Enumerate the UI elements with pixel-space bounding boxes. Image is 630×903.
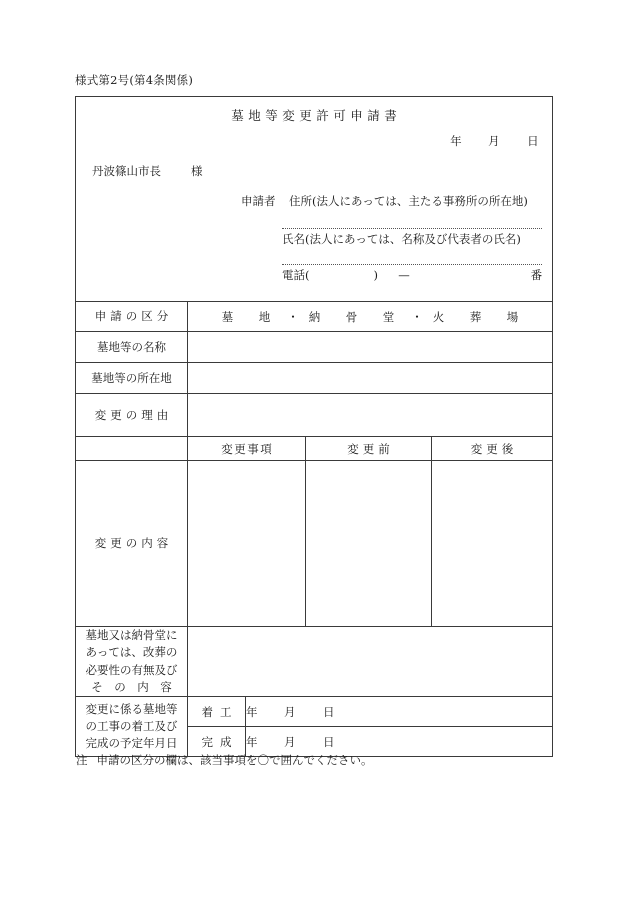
column-header-before-change: 変更前 [306, 437, 432, 461]
table-row-application-type [76, 302, 553, 332]
application-type-options [188, 302, 553, 332]
option-cemetery[interactable]: 墓 地 [221, 309, 278, 324]
label-facility-name: 墓地等の名称 [76, 332, 188, 363]
form-header-row [76, 97, 553, 302]
reburial-label-line-3: 必要性の有無及び [85, 662, 178, 677]
table-row-change-reason [76, 394, 553, 437]
footer-note-text: 申請の区分の欄は、該当事項を〇で囲んでください。 [96, 753, 373, 767]
addressee [92, 163, 203, 179]
start-year-label: 年 [246, 704, 258, 719]
applicant-address-row [241, 191, 542, 211]
start-day-label: 日 [323, 704, 335, 719]
label-facility-location: 墓地等の所在地 [76, 363, 188, 394]
field-facility-name[interactable] [188, 332, 553, 363]
label-schedule [76, 697, 188, 757]
table-row-schedule-start [76, 697, 553, 727]
label-application-type: 申請の区分 [76, 302, 188, 332]
table-row-reburial [76, 627, 553, 697]
option-separator-2: ・ [411, 309, 423, 324]
table-row-change-details [76, 461, 553, 627]
reburial-label-line-4: そ の 内 容 [91, 679, 172, 694]
addressee-honorific: 様 [191, 164, 203, 178]
reburial-label-line-1: 墓地又は納骨堂に [85, 628, 178, 642]
label-change-reason: 変更の理由 [76, 394, 188, 437]
field-change-item[interactable] [188, 461, 306, 627]
option-ossuary[interactable]: 納 骨 堂 [308, 309, 402, 324]
phone-dash: — [398, 268, 410, 282]
option-separator-1: ・ [287, 309, 299, 324]
start-month-label: 月 [284, 704, 296, 719]
column-header-change-item: 変更事項 [188, 437, 306, 461]
column-header-after-change: 変更後 [432, 437, 553, 461]
label-change-details-spacer [76, 437, 188, 461]
applicant-block [241, 191, 542, 283]
schedule-label-line-2: の工事の着工及び [85, 718, 178, 733]
date-month-label: 月 [488, 134, 501, 148]
completion-month-label: 月 [284, 734, 296, 749]
completion-year-label: 年 [246, 734, 258, 749]
application-form-table [75, 96, 553, 757]
applicant-name-label: 氏名(法人にあっては、名称及び代表者の氏名) [282, 232, 521, 246]
applicant-name-row [282, 229, 542, 247]
label-change-details: 変更の内容 [76, 461, 188, 627]
schedule-label-line-3: 完成の予定年月日 [85, 736, 178, 751]
field-reburial[interactable] [188, 627, 553, 697]
phone-prefix-label: 電話( [282, 268, 310, 282]
applicant-label: 申請者 [241, 194, 276, 208]
applicant-address-label: 住所(法人にあっては、主たる事務所の所在地) [289, 194, 528, 208]
reburial-label-line-2: あっては、改葬の [85, 645, 178, 660]
field-construction-start-date[interactable] [246, 697, 553, 727]
option-crematorium[interactable]: 火 葬 場 [432, 309, 526, 324]
addressee-name: 丹波篠山市長 [92, 164, 161, 178]
form-number: 様式第2号(第4条関係) [75, 73, 194, 87]
date-year-label: 年 [450, 134, 463, 148]
table-row-facility-location [76, 363, 553, 394]
footer-note [76, 752, 373, 768]
label-construction-start: 着工 [188, 697, 246, 727]
applicant-phone-row [282, 265, 542, 283]
completion-day-label: 日 [323, 734, 335, 749]
schedule-label-line-1: 変更に係る墓地等 [85, 701, 178, 716]
form-header-cell [76, 97, 553, 302]
field-facility-location[interactable] [188, 363, 553, 394]
table-row-facility-name [76, 332, 553, 363]
label-construction-completion: 完成 [188, 727, 246, 757]
field-change-reason[interactable] [188, 394, 553, 437]
label-reburial [76, 627, 188, 697]
field-before-change[interactable] [306, 461, 432, 627]
phone-suffix-label: 番 [530, 268, 543, 282]
table-row-change-details-header [76, 437, 553, 461]
date-day-label: 日 [527, 134, 540, 148]
phone-paren-close: ) [373, 268, 378, 282]
page-title: 墓地等変更許可申請書 [231, 108, 402, 123]
footer-note-marker: 注 [76, 753, 88, 767]
submission-date-line [450, 133, 539, 149]
field-after-change[interactable] [432, 461, 553, 627]
